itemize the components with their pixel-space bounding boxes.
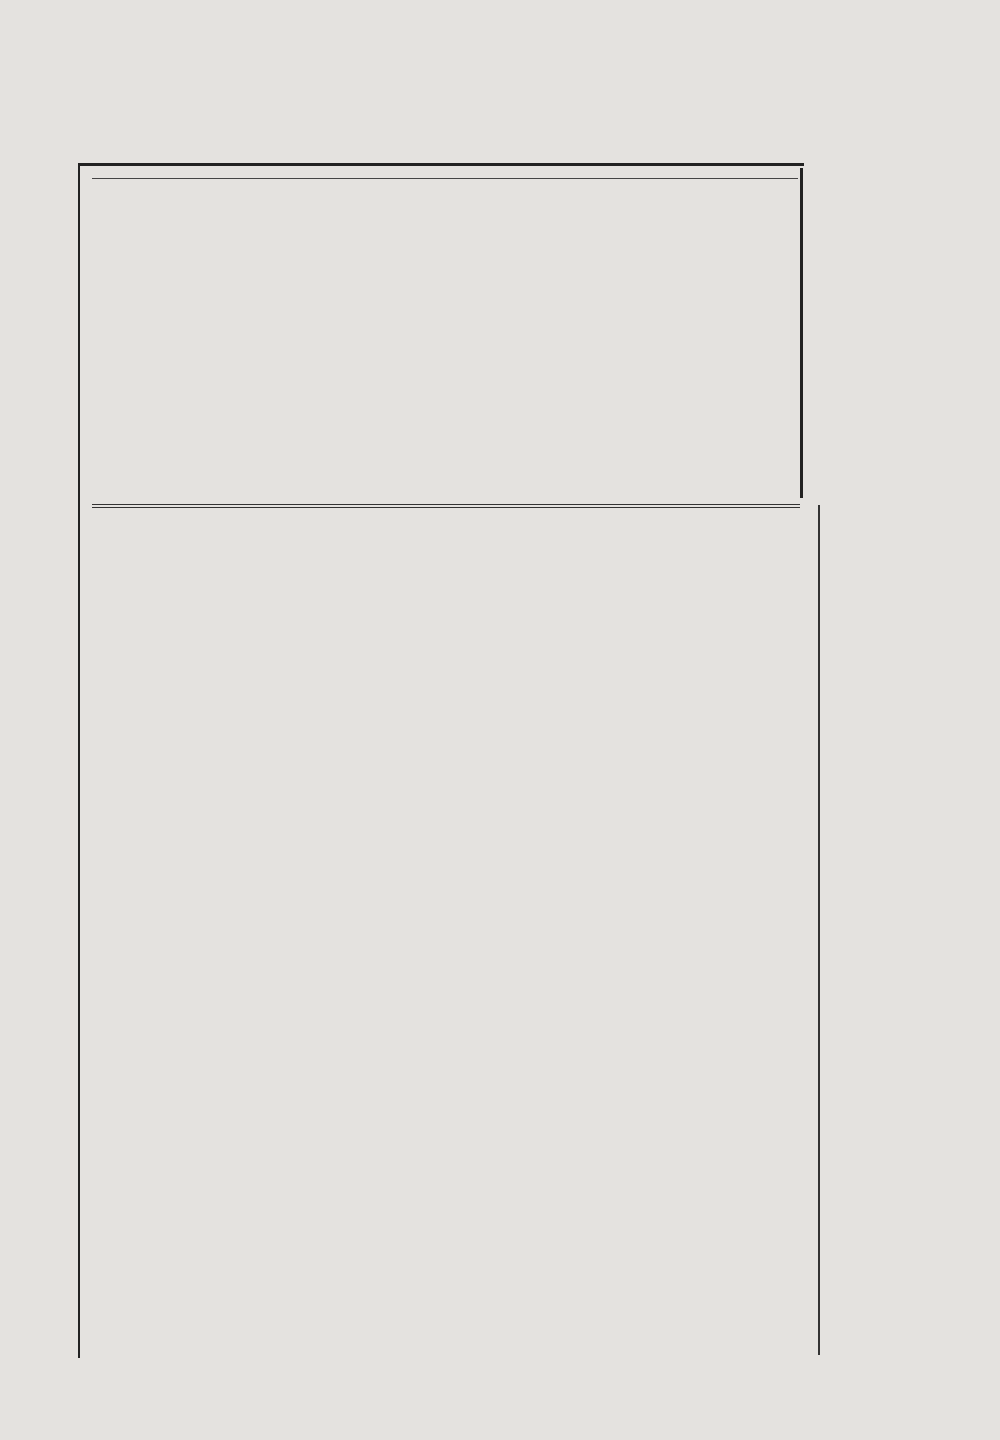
frame-right-border <box>800 168 803 498</box>
section-rule <box>92 504 800 505</box>
table-frame <box>78 163 804 1358</box>
section-rule-2 <box>92 507 800 508</box>
frame-right-border-lower <box>818 505 820 1355</box>
frame-inner-rule <box>92 178 798 179</box>
